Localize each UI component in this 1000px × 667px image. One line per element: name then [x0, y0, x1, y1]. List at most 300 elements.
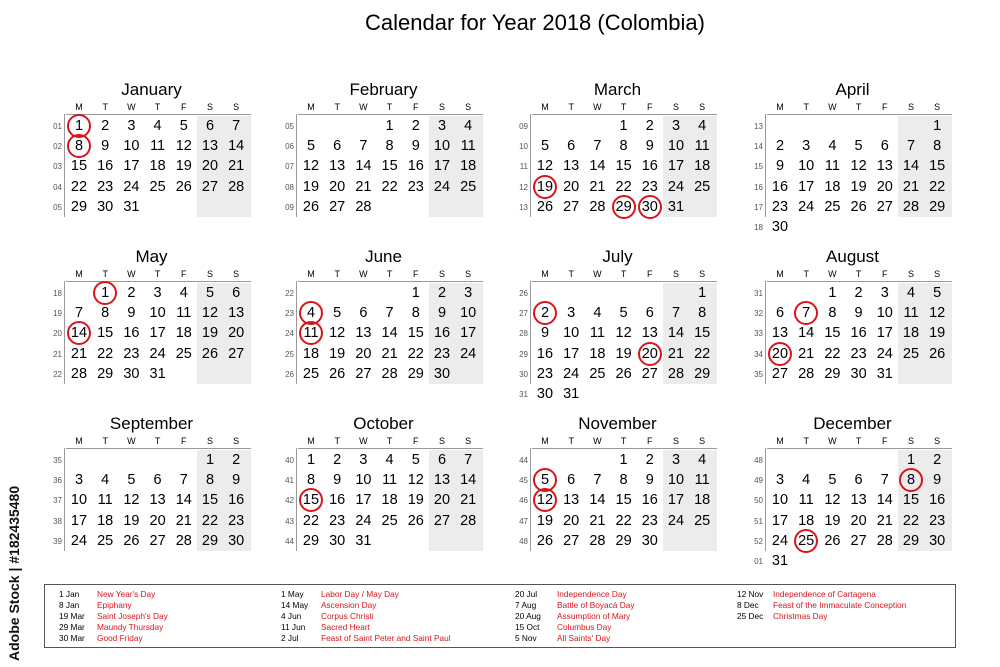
day-cell: 12 [824, 492, 841, 509]
day-cell: 18 [381, 492, 398, 509]
day-cell: 31 [667, 198, 685, 215]
week-number: 17 [754, 202, 763, 212]
day-cell: 14 [460, 472, 477, 489]
day-cell: 24 [563, 365, 580, 382]
day-cell: 17 [149, 325, 166, 342]
day-cell: 19 [536, 512, 554, 529]
weekday-header: T [102, 269, 108, 279]
weekday-header: T [568, 269, 574, 279]
week-divider [765, 114, 766, 217]
day-cell: 18 [694, 158, 711, 175]
day-cell: 21 [228, 158, 245, 175]
day-cell: 27 [641, 365, 658, 382]
holiday-name: Ascension Day [321, 600, 377, 610]
weekday-header: F [882, 436, 888, 446]
day-cell: 24 [460, 345, 477, 362]
day-cell: 5 [333, 305, 342, 322]
day-cell: 26 [824, 532, 841, 549]
day-cell: 5 [179, 118, 188, 134]
day-cell: 10 [149, 305, 166, 322]
day-cell: 21 [876, 512, 893, 529]
day-cell: 12 [407, 472, 424, 489]
week-number: 38 [53, 516, 62, 526]
day-cell: 5 [540, 138, 550, 155]
day-cell: 10 [876, 305, 893, 322]
week-number: 44 [285, 536, 294, 546]
month-april [745, 80, 960, 240]
weekday-header: S [233, 269, 240, 279]
day-cell: 14 [667, 325, 685, 342]
day-cell: 26 [850, 198, 867, 215]
day-cell: 12 [201, 305, 219, 322]
holiday-name: Good Friday [97, 633, 143, 643]
day-cell: 6 [437, 452, 447, 468]
day-cell: 5 [306, 138, 316, 155]
day-cell: 17 [123, 158, 140, 175]
day-cell: 27 [355, 365, 372, 382]
day-cell: 21 [589, 178, 606, 195]
day-cell: 29 [694, 365, 711, 382]
month-name: July [602, 247, 633, 266]
day-cell: 1 [74, 118, 84, 134]
day-cell: 18 [175, 325, 192, 342]
week-number: 52 [754, 536, 763, 546]
week-number: 32 [754, 309, 763, 319]
day-cell: 11 [303, 325, 319, 342]
day-cell: 20 [876, 178, 893, 195]
header-divider [66, 114, 251, 115]
day-cell: 25 [302, 365, 320, 382]
week-number: 51 [754, 516, 763, 526]
day-cell: 18 [694, 492, 711, 509]
weekday-header: S [438, 269, 445, 279]
holiday-name: Epiphany [97, 600, 132, 610]
day-cell: 18 [589, 345, 606, 362]
holiday-name: Assumption of Mary [557, 611, 631, 621]
day-cell: 6 [333, 138, 342, 155]
weekday-header: M [307, 269, 315, 279]
day-cell: 26 [201, 345, 219, 362]
day-cell: 19 [407, 492, 424, 509]
weekday-header: S [699, 269, 706, 279]
day-cell: 12 [302, 158, 320, 175]
month-may [44, 247, 259, 407]
day-cell: 1 [933, 118, 942, 134]
weekday-header: W [359, 269, 368, 279]
day-cell: 4 [153, 118, 162, 134]
week-number: 50 [754, 496, 763, 506]
holiday-circle [533, 301, 557, 325]
week-divider [530, 448, 531, 551]
day-cell: 18 [149, 158, 166, 175]
day-cell: 25 [902, 345, 920, 362]
week-number: 25 [285, 349, 294, 359]
day-cell: 26 [175, 178, 192, 195]
week-number: 09 [285, 202, 294, 212]
weekday-header: W [593, 269, 602, 279]
month-name: May [135, 247, 168, 266]
day-cell: 4 [698, 452, 707, 468]
day-cell: 8 [619, 472, 628, 489]
day-cell: 3 [671, 452, 681, 468]
day-cell: 1 [619, 118, 628, 134]
day-cell: 29 [97, 365, 114, 382]
holiday-name: Feast of the Immaculate Conception [773, 600, 907, 610]
day-cell: 2 [933, 452, 942, 468]
holiday-circle [67, 134, 91, 158]
holiday-name: Independence of Cartagena [773, 589, 876, 599]
weekday-header: T [154, 436, 161, 446]
day-cell: 8 [101, 305, 110, 322]
day-cell: 3 [127, 118, 136, 134]
day-cell: 3 [464, 285, 473, 301]
week-number: 40 [285, 456, 294, 465]
day-cell: 10 [563, 325, 580, 342]
day-cell: 5 [411, 452, 420, 468]
day-cell: 10 [70, 492, 88, 509]
weekday-header: S [438, 102, 445, 112]
weekday-header: S [934, 269, 941, 279]
day-cell: 5 [205, 285, 215, 301]
holiday-date: 7 Aug [515, 600, 537, 610]
day-cell: 7 [671, 305, 681, 322]
day-cell: 25 [589, 365, 606, 382]
day-cell: 15 [615, 158, 632, 175]
holiday-date: 15 Oct [515, 622, 540, 632]
week-divider [64, 114, 65, 217]
week-number: 04 [53, 182, 62, 192]
day-cell: 12 [850, 158, 867, 175]
day-cell: 25 [798, 532, 815, 549]
day-cell: 1 [619, 452, 628, 468]
day-cell: 19 [824, 512, 841, 529]
day-cell: 3 [775, 472, 785, 489]
day-cell: 6 [775, 305, 785, 322]
day-cell: 5 [828, 472, 837, 489]
day-cell: 16 [929, 492, 946, 509]
weekday-header: M [776, 269, 784, 279]
week-divider [64, 281, 65, 384]
holiday-name: Independence Day [557, 589, 627, 599]
weekday-header: T [803, 102, 809, 112]
day-cell: 5 [619, 305, 628, 322]
weekday-header: S [233, 436, 240, 446]
weekday-header: T [154, 269, 161, 279]
week-divider [765, 448, 766, 551]
weekday-header: S [438, 436, 445, 446]
day-cell: 28 [589, 198, 606, 215]
day-cell: 6 [854, 472, 863, 489]
day-cell: 1 [101, 285, 110, 301]
week-number: 05 [285, 122, 294, 131]
day-cell: 2 [127, 285, 136, 301]
day-cell: 26 [536, 532, 554, 549]
day-cell: 19 [536, 178, 554, 195]
day-cell: 24 [667, 178, 685, 195]
header-divider [532, 114, 717, 115]
month-name: September [109, 414, 194, 433]
weekday-header: T [334, 269, 340, 279]
day-cell: 8 [306, 472, 316, 489]
day-cell: 19 [615, 345, 632, 362]
day-cell: 14 [902, 158, 920, 175]
weekday-header: W [127, 436, 136, 446]
day-cell: 9 [645, 472, 654, 489]
day-cell: 14 [175, 492, 192, 509]
day-cell: 15 [97, 325, 114, 342]
month-name: December [813, 414, 892, 433]
day-cell: 11 [694, 138, 710, 155]
weekday-header: S [672, 436, 679, 446]
week-number: 19 [53, 309, 62, 319]
day-cell: 8 [411, 305, 420, 322]
day-cell: 18 [97, 512, 114, 529]
day-cell: 19 [302, 178, 320, 195]
day-cell: 5 [854, 138, 863, 155]
week-number: 18 [53, 289, 62, 298]
day-cell: 4 [464, 118, 473, 134]
day-cell: 21 [355, 178, 372, 195]
day-cell: 12 [536, 492, 554, 509]
day-cell: 17 [460, 325, 477, 342]
day-cell: 11 [150, 138, 166, 155]
day-cell: 10 [123, 138, 140, 155]
day-cell: 15 [407, 325, 424, 342]
day-cell: 14 [798, 325, 815, 342]
weekday-header: S [465, 269, 472, 279]
week-number: 28 [519, 329, 528, 339]
day-cell: 30 [929, 532, 946, 549]
header-divider [767, 114, 952, 115]
day-cell: 16 [771, 178, 789, 195]
day-cell: 13 [329, 158, 346, 175]
month-july [510, 247, 725, 407]
holiday-circle [533, 175, 557, 199]
week-number: 22 [53, 369, 62, 379]
day-cell: 27 [433, 512, 451, 529]
day-cell: 3 [567, 305, 576, 322]
day-cell: 10 [460, 305, 477, 322]
day-cell: 14 [70, 325, 88, 342]
day-cell: 30 [433, 365, 451, 382]
day-cell: 13 [641, 325, 658, 342]
day-cell: 27 [563, 198, 580, 215]
day-cell: 28 [876, 532, 893, 549]
day-cell: 2 [333, 452, 342, 468]
day-cell: 29 [70, 198, 88, 215]
day-cell: 26 [615, 365, 632, 382]
day-cell: 4 [828, 138, 837, 155]
weekday-header: T [568, 436, 574, 446]
week-divider [64, 448, 65, 551]
holiday-date: 8 Dec [737, 600, 759, 610]
day-cell: 12 [536, 158, 554, 175]
day-cell: 15 [381, 158, 398, 175]
day-cell: 4 [101, 472, 110, 489]
month-name: March [593, 80, 642, 99]
day-cell: 18 [824, 178, 841, 195]
week-number: 31 [754, 289, 763, 298]
day-cell: 22 [824, 345, 841, 362]
month-january [44, 80, 259, 240]
holiday-date: 8 Jan [59, 600, 80, 610]
day-cell: 21 [798, 345, 815, 362]
day-cell: 16 [536, 345, 554, 362]
weekday-header: M [75, 436, 83, 446]
day-cell: 15 [201, 492, 219, 509]
holiday-date: 12 Nov [737, 589, 764, 599]
week-number: 03 [53, 162, 62, 172]
day-cell: 13 [433, 472, 451, 489]
week-number: 20 [53, 329, 62, 339]
day-cell: 3 [74, 472, 84, 489]
page-title: Calendar for Year 2018 (Colombia) [365, 10, 705, 35]
week-divider [296, 114, 297, 217]
day-cell: 8 [933, 138, 942, 155]
day-cell: 8 [385, 138, 394, 155]
day-cell: 10 [798, 158, 815, 175]
day-cell: 31 [355, 532, 372, 549]
weekday-header: T [334, 102, 340, 112]
week-number: 37 [53, 496, 62, 506]
day-cell: 28 [589, 532, 606, 549]
week-number: 13 [519, 202, 528, 212]
week-number: 08 [285, 182, 294, 192]
day-cell: 11 [97, 492, 113, 509]
day-cell: 1 [698, 285, 707, 301]
weekday-header: S [934, 102, 941, 112]
weekday-header: M [541, 436, 549, 446]
weekday-header: F [413, 102, 419, 112]
day-cell: 20 [201, 158, 219, 175]
weekday-header: T [620, 102, 627, 112]
week-number: 46 [519, 496, 528, 506]
day-cell: 3 [437, 118, 447, 134]
day-cell: 30 [771, 219, 789, 235]
weekday-header: T [154, 102, 161, 112]
day-cell: 23 [641, 512, 658, 529]
day-cell: 24 [667, 512, 685, 529]
weekday-header: T [386, 436, 393, 446]
weekday-header: S [934, 436, 941, 446]
day-cell: 11 [460, 138, 476, 155]
day-cell: 21 [460, 492, 477, 509]
day-cell: 9 [854, 305, 863, 322]
month-february [276, 80, 491, 240]
week-number: 44 [519, 456, 528, 465]
header-divider [767, 281, 952, 282]
weekday-header: S [672, 269, 679, 279]
weekday-header: S [672, 102, 679, 112]
day-cell: 10 [667, 138, 685, 155]
day-cell: 12 [929, 305, 946, 322]
day-cell: 24 [70, 532, 88, 549]
weekday-header: W [127, 102, 136, 112]
week-number: 23 [285, 309, 294, 319]
week-number: 02 [53, 142, 62, 152]
day-cell: 23 [407, 178, 424, 195]
day-cell: 27 [850, 532, 867, 549]
day-cell: 4 [698, 118, 707, 134]
week-number: 16 [754, 182, 763, 192]
month-november [510, 414, 725, 574]
day-cell: 22 [201, 512, 219, 529]
day-cell: 4 [906, 285, 916, 301]
day-cell: 3 [880, 285, 889, 301]
weekday-header: F [647, 102, 653, 112]
day-cell: 2 [540, 305, 550, 322]
weekday-header: S [699, 102, 706, 112]
day-cell: 29 [902, 532, 920, 549]
day-cell: 27 [149, 532, 166, 549]
day-cell: 15 [824, 325, 841, 342]
weekday-header: S [699, 436, 706, 446]
holiday-name: Christmas Day [773, 611, 828, 621]
day-cell: 11 [176, 305, 192, 322]
day-cell: 4 [385, 452, 394, 468]
day-cell: 17 [70, 512, 88, 529]
day-cell: 19 [929, 325, 946, 342]
day-cell: 7 [802, 305, 811, 322]
weekday-header: W [359, 436, 368, 446]
day-cell: 9 [411, 138, 420, 155]
day-cell: 8 [906, 472, 916, 489]
day-cell: 26 [407, 512, 424, 529]
day-cell: 14 [876, 492, 893, 509]
month-name: June [365, 247, 402, 266]
day-cell: 29 [302, 532, 320, 549]
day-cell: 25 [460, 178, 477, 195]
weekday-header: M [75, 102, 83, 112]
day-cell: 6 [359, 305, 368, 322]
weekday-header: F [882, 102, 888, 112]
weekday-header: T [102, 436, 108, 446]
day-cell: 23 [329, 512, 346, 529]
month-march [510, 80, 725, 240]
weekday-header: W [127, 269, 136, 279]
day-cell: 1 [906, 452, 916, 468]
day-cell: 24 [123, 178, 140, 195]
weekday-header: M [776, 436, 784, 446]
day-cell: 30 [850, 365, 867, 382]
day-cell: 28 [902, 198, 920, 215]
day-cell: 13 [563, 492, 580, 509]
weekday-header: T [803, 269, 809, 279]
day-cell: 24 [798, 198, 815, 215]
day-cell: 7 [74, 305, 84, 322]
weekday-header: S [233, 102, 240, 112]
day-cell: 28 [460, 512, 477, 529]
day-cell: 27 [771, 365, 789, 382]
day-cell: 12 [329, 325, 346, 342]
week-number: 41 [285, 476, 294, 486]
day-cell: 3 [802, 138, 811, 155]
day-cell: 16 [641, 158, 658, 175]
weekday-header: W [359, 102, 368, 112]
day-cell: 29 [929, 198, 946, 215]
day-cell: 17 [798, 178, 815, 195]
week-number: 15 [754, 162, 763, 172]
weekday-header: F [647, 269, 653, 279]
day-cell: 9 [540, 325, 550, 342]
day-cell: 17 [771, 512, 789, 529]
day-cell: 9 [333, 472, 342, 489]
day-cell: 21 [175, 512, 192, 529]
day-cell: 15 [902, 492, 920, 509]
day-cell: 21 [381, 345, 398, 362]
day-cell: 11 [824, 158, 840, 175]
day-cell: 18 [460, 158, 477, 175]
